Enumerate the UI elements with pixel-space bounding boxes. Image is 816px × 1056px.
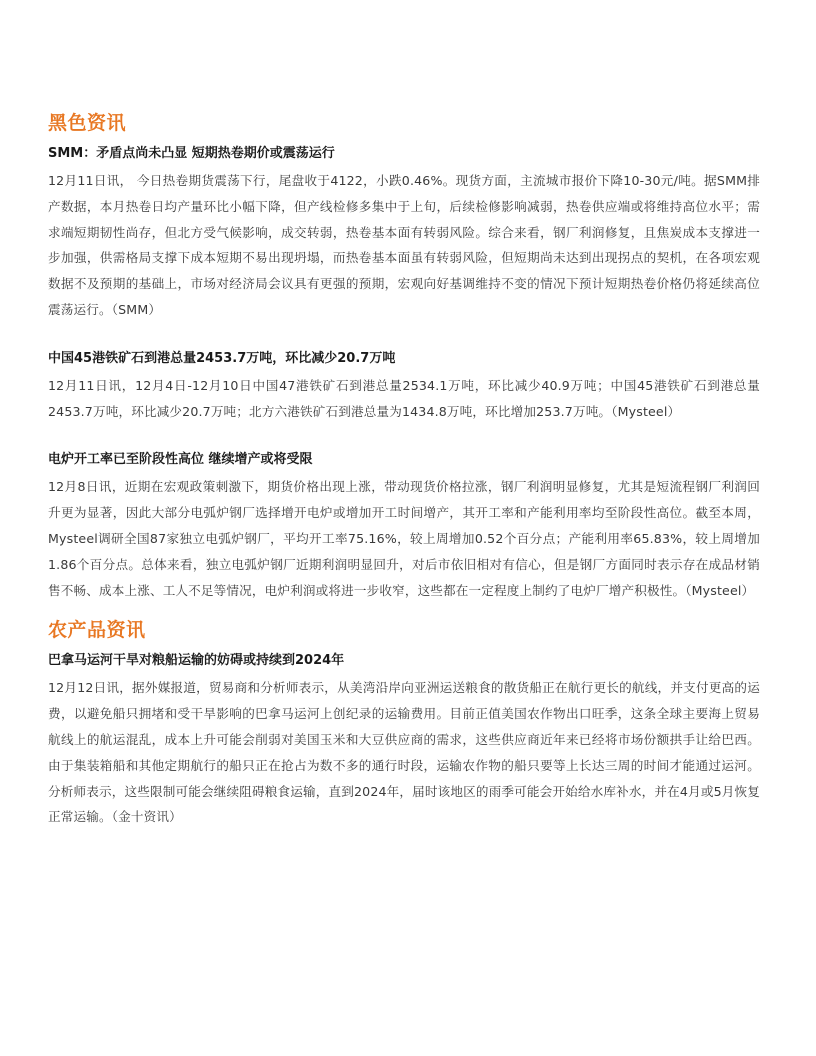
- article-title: 中国45港铁矿石到港总量2453.7万吨，环比减少20.7万吨: [48, 350, 396, 366]
- section-title-black: 黑色资讯: [48, 112, 127, 134]
- article-title: 电炉开工率已至阶段性高位 继续增产或将受限: [48, 452, 313, 468]
- article-item: [48, 349, 760, 425]
- news-page: [48, 110, 760, 856]
- article-item: [48, 450, 760, 603]
- article-body: 12月8日讯，近期在宏观政策刺激下，期货价格出现上涨，带动现货价格拉涨，钢厂利润明显修复，尤其是短流程钢厂利润回升更为显著，因此大部分电弧炉钢厂选择增开电炉或增加开工时间增产，其开工率和产能利用率均至阶段性高位。截至本周，Mysteel调研全国87家独立电弧炉钢厂，平均开工率75.16%，较上周增加0.52个百分点；产能利用率65.83%，较上周增加1.86个百分点。总体来看，独立电弧炉钢厂近期利润明显回升，对后市依旧相对有信心，但是钢厂方面同时表示存在成品材销售不畅、成本上涨、工人不足等情况，电炉利润或将进一步收窄，这些都在一定程度上制约了电炉厂增产积极性。（Mysteel）: [48, 479, 760, 598]
- section-title-agri: 农产品资讯: [48, 619, 146, 642]
- article-title: SMM：矛盾点尚未凸显 短期热卷期价或震荡运行: [48, 146, 335, 161]
- article-body: 12月12日讯，据外媒报道，贸易商和分析师表示，从美湾沿岸向亚洲运送粮食的散货船正在航行更长的航线，并支付更高的运费，以避免船只拥堵和受干旱影响的巴拿马运河上创纪录的运输费用。目前正值美国农作物出口旺季，这条全球主要海上贸易航线上的航运混乱，成本上升可能会削弱对美国玉米和大豆供应商的需求，这些供应商近年来已经将市场份额拱手让给巴西。由于集装箱船和其他定期航行的船只正在抢占为数不多的通行时段，运输农作物的船只要等上长达三周的时间才能通过运河。分析师表示，这些限制可能会继续阻碍粮食运输，直到2024年，届时该地区的雨季可能会开始给水库补水，并在4月或5月恢复正常运输。（金十资讯）: [48, 680, 760, 825]
- article-body: 12月11日讯， 今日热卷期货震荡下行，尾盘收于4122，小跌0.46%。现货方面，主流城市报价下降10-30元/吨。据SMM排产数据，本月热卷日均产量环比小幅下降，但产线检修多集中于上旬，后续检修影响减弱，热卷供应端或将维持高位水平；需求端短期韧性尚存，但北方受气候影响，成交转弱，热卷基本面有转弱风险。综合来看，钢厂利润修复，且焦炭成本支撑进一步加强，供需格局支撑下成本短期不易出现坍塌，而热卷基本面虽有转弱风险，但短期尚未达到出现拐点的契机，在各项宏观数据不及预期的基础上，市场对经济局会议具有更强的预期，宏观向好基调维持不变的情况下预计短期热卷价格仍将延续高位震荡运行。（SMM）: [48, 173, 760, 317]
- article-body: 12月11日讯，12月4日-12月10日中国47港铁矿石到港总量2534.1万吨，环比减少40.9万吨；中国45港铁矿石到港总量2453.7万吨，环比减少20.7万吨；北方六港铁矿石到港总量为1434.8万吨，环比增加253.7万吨。（Mysteel）: [48, 377, 760, 419]
- article-item: [48, 144, 760, 323]
- article-item: [48, 651, 760, 830]
- article-title: 巴拿马运河干旱对粮船运输的妨碍或持续到2024年: [48, 653, 345, 669]
